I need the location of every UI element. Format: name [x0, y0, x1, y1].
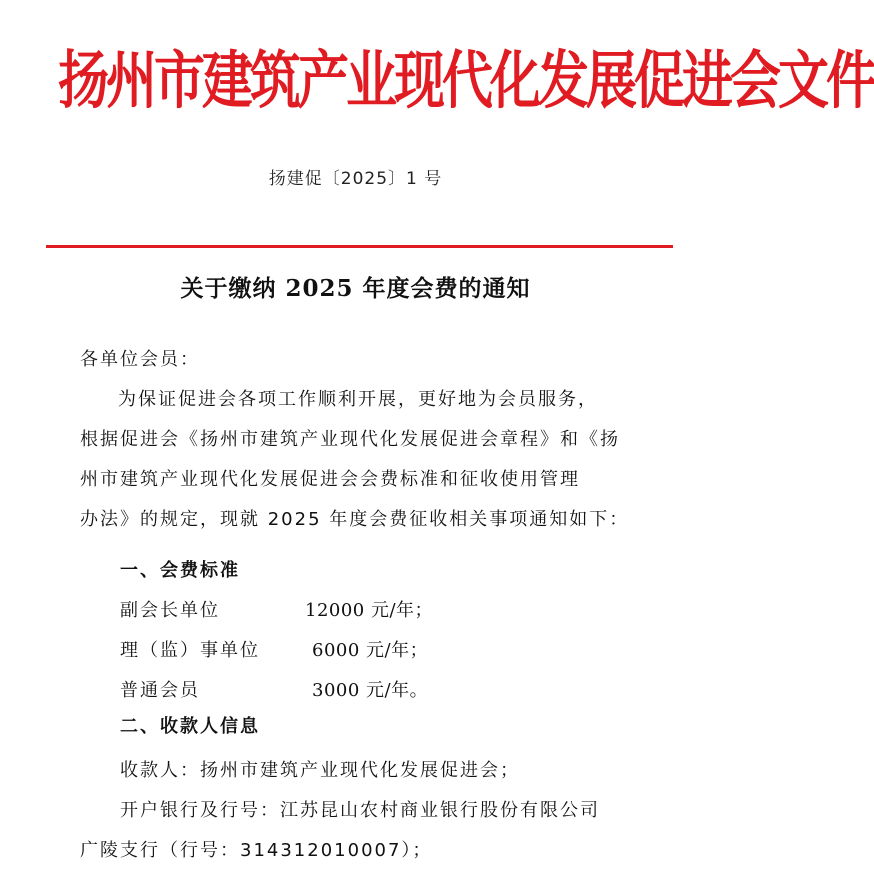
fee-row-label: 副会长单位 — [120, 600, 220, 621]
paragraph-line: 为保证促进会各项工作顺利开展，更好地为会员服务， — [118, 389, 598, 410]
notice-title: 关于缴纳 2025 年度会费的通知 — [180, 275, 531, 302]
fee-row-value: 12000 元/年； — [305, 600, 434, 621]
document-header-title: 扬州市建筑产业现代化发展促进会文件 — [58, 44, 874, 118]
fee-row — [120, 636, 520, 666]
paragraph-line: 办法》的规定，现就 2025 年度会费征收相关事项通知如下： — [80, 509, 630, 530]
header-divider-rule — [46, 245, 673, 248]
fee-row — [120, 596, 520, 626]
fee-row-label: 普通会员 — [120, 680, 200, 701]
addressee: 各单位会员： — [80, 349, 200, 370]
section-heading-payee-info: 二、收款人信息 — [120, 716, 260, 737]
intro-paragraph — [80, 380, 640, 540]
document-number: 扬建促〔2025〕1 号 — [268, 169, 443, 189]
fee-row-value: 6000 元/年； — [312, 640, 429, 661]
paragraph-line: 州市建筑产业现代化发展促进会会费标准和征收使用管理 — [80, 469, 580, 490]
section-heading-fee-standard: 一、会费标准 — [120, 560, 240, 581]
fee-row — [120, 676, 520, 706]
payee-line: 收款人：扬州市建筑产业现代化发展促进会； — [120, 760, 520, 781]
bank-line-continued: 广陵支行（行号：314312010007）； — [80, 840, 433, 861]
fee-row-label: 理（监）事单位 — [120, 640, 260, 661]
bank-line: 开户银行及行号：江苏昆山农村商业银行股份有限公司 — [120, 800, 600, 821]
fee-row-value: 3000 元/年。 — [312, 680, 429, 701]
paragraph-line: 根据促进会《扬州市建筑产业现代化发展促进会章程》和《扬 — [80, 429, 620, 450]
